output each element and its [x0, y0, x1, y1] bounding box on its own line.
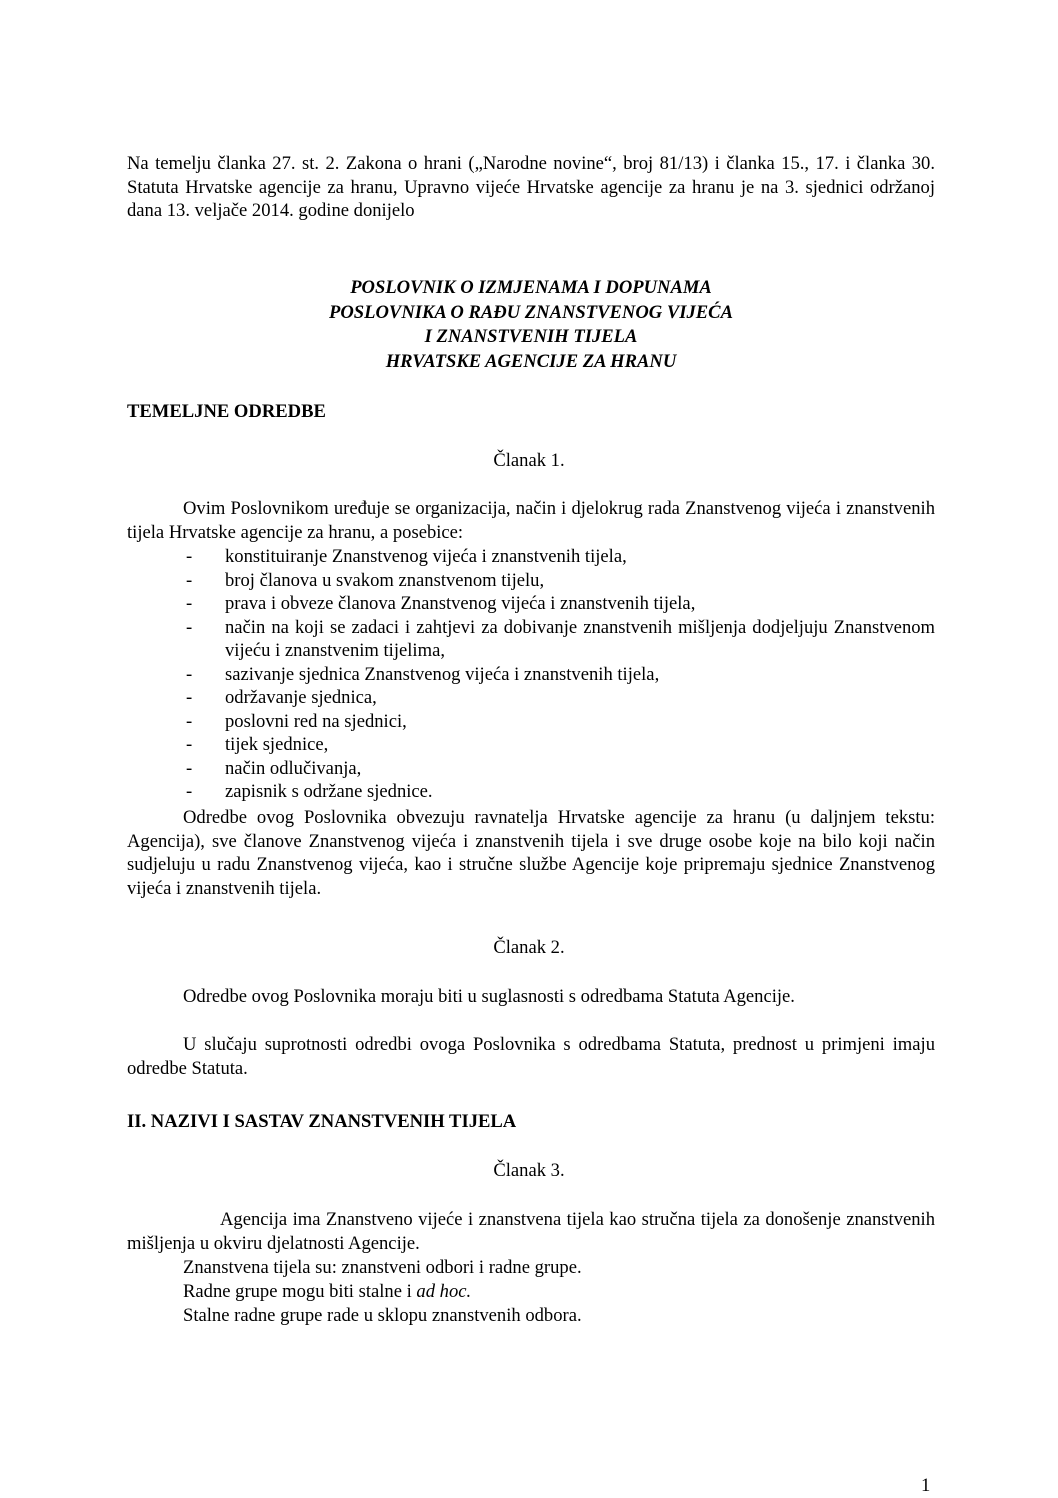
page-number: 1	[921, 1475, 931, 1496]
article-2-paragraph-2: U slučaju suprotnosti odredbi ovoga Poslovnika s odredbama Statuta, prednost u primjeni imaju odredbe Statuta.	[127, 1034, 935, 1079]
article-3-paragraph-4: Stalne radne grupe rade u sklopu znanstvenih odbora.	[183, 1305, 582, 1326]
title-line-3: I ZNANSTVENIH TIJELA	[424, 326, 638, 347]
title-line-4: HRVATSKE AGENCIJE ZA HRANU	[385, 350, 677, 372]
article-3-paragraph-3	[183, 1280, 935, 1304]
title-line-2: POSLOVNIKA O RAĐU ZNANSTVENOG VIJEĆA	[329, 301, 733, 323]
list-item: - poslovni red na sjednici,	[183, 710, 935, 734]
article-1-list	[183, 545, 935, 804]
article-2-paragraph-1: Odredbe ovog Poslovnika moraju biti u suglasnosti s odredbama Statuta Agencije.	[183, 986, 795, 1007]
title-line-1: POSLOVNIK O IZMJENAMA I DOPUNAMA	[350, 277, 712, 298]
article-3-paragraph-2: Znanstvena tijela su: znanstveni odbori i radne grupe.	[183, 1257, 582, 1278]
list-item: - konstituiranje Znanstvenog vijeća i znanstvenih tijela,	[183, 545, 935, 569]
article-3-heading: Članak 3.	[493, 1160, 565, 1181]
section-heading-basic-provisions: TEMELJNE ODREDBE	[127, 401, 326, 422]
article-3-paragraph-3-text: Radne grupe mogu biti stalne i	[183, 1281, 417, 1302]
document-title	[127, 276, 935, 374]
list-item: - sazivanje sjednica Znanstvenog vijeća i znanstvenih tijela,	[183, 663, 935, 687]
article-1-lead: Ovim Poslovnikom uređuje se organizacija, način i djelokrug rada Znanstvenog vijeća i znanstvenih tijela Hrvatske agencije za hranu, a posebice:	[127, 498, 935, 543]
list-item: - prava i obveze članova Znanstvenog vijeća i znanstvenih tijela,	[183, 592, 935, 616]
article-3-paragraph-3-emphasis: ad hoc.	[416, 1281, 472, 1302]
article-1-heading: Članak 1.	[493, 450, 565, 471]
list-item: - tijek sjednice,	[183, 733, 935, 757]
list-item: - broj članova u svakom znanstvenom tijelu,	[183, 569, 935, 593]
list-item: - način odlučivanja,	[183, 757, 935, 781]
article-2-heading: Članak 2.	[493, 937, 565, 958]
section-heading-names-composition: II. NAZIVI I SASTAV ZNANSTVENIH TIJELA	[127, 1111, 517, 1132]
intro-paragraph: Na temelju članka 27. st. 2. Zakona o hrani („Narodne novine“, broj 81/13) i članka 15., 17. i članka 30. Statuta Hrvatske agencije za hranu, Upravno vijeće Hrvatske agencije za hranu je na 3. sjednici održanoj dana 13. veljače 2014. godine donijelo	[127, 153, 935, 221]
article-3-paragraph-1: Agencija ima Znanstveno vijeće i znanstvena tijela kao stručna tijela za donošenje znanstvenih mišljenja u okviru djelatnosti Agencije.	[127, 1209, 935, 1254]
article-1-closing: Odredbe ovog Poslovnika obvezuju ravnatelja Hrvatske agencije za hranu (u daljnjem tekstu: Agencija), sve članove Znanstvenog vijeća i znanstvenih tijela i sve druge osobe koje na bilo koji način sudjeluju u radu Znanstvenog vijeća, kao i stručne službe Agencije koje pripremaju sjednice Znanstvenog vijeća i znanstvenih tijela.	[127, 807, 935, 899]
list-item: - zapisnik s održane sjednice.	[183, 780, 935, 804]
list-item: - održavanje sjednica,	[183, 686, 935, 710]
list-item: - način na koji se zadaci i zahtjevi za dobivanje znanstvenih mišljenja dodjeljuju Znanstvenom vijeću i znanstvenim tijelima,	[183, 616, 935, 663]
